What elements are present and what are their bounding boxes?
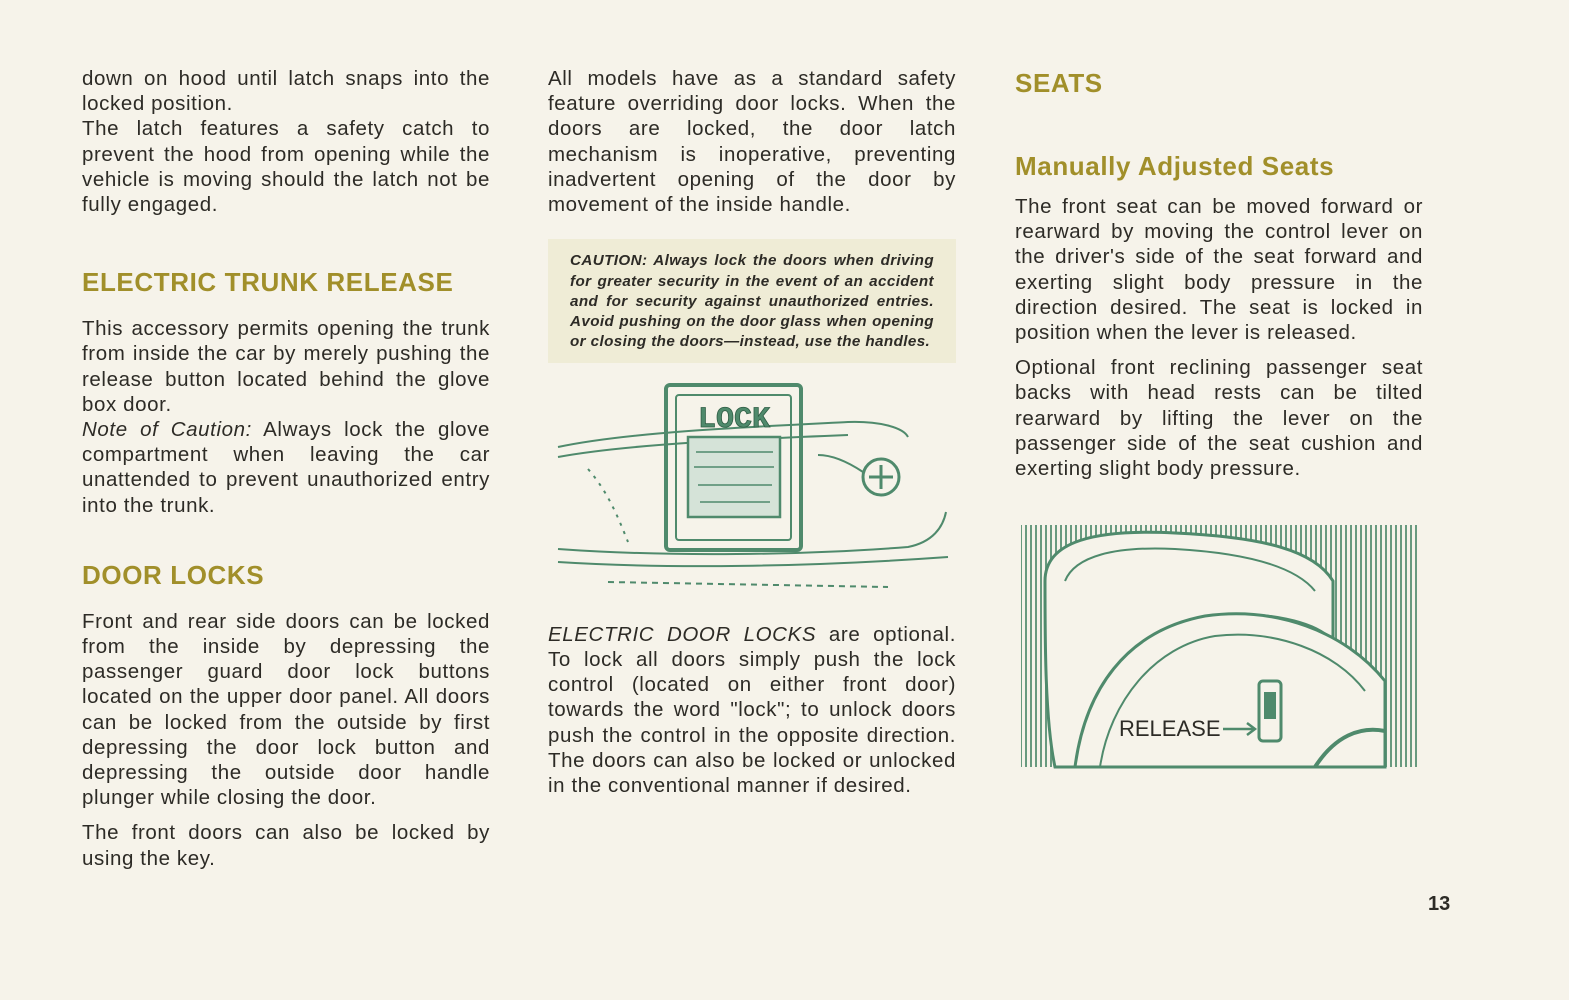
electric-door-locks-text: are optional. To lock all doors simply push the lock control (located on either front door) towards the word "lock"; to unlock doors push the control in the opposite direction. The doors can also be locked or unlocked in the conventional manner if desired.: [548, 622, 957, 797]
caution-text: Always lock the doors when driving for greater security in the event of an accident and for security against unauthorized entries. Avoid pushing on the door glass when opening or closing the doors—instead, use the handles.: [570, 252, 935, 351]
key-lock-paragraph: The front doors can also be locked by using the key.: [82, 821, 490, 870]
latch-paragraph: The latch features a safety catch to prevent the hood from opening while the vehicle is moving should the latch not be fully engaged.: [82, 117, 490, 217]
manually-adjusted-seats-heading: Manually Adjusted Seats: [1015, 151, 1335, 181]
column-1: [82, 66, 490, 871]
hood-intro-paragraph: down on hood until latch snaps into the locked position.: [82, 67, 490, 116]
lock-label: LOCK: [697, 402, 771, 437]
reclining-seats-paragraph: Optional front reclining passenger seat backs with head rests can be tilted rearward by lifting the lever on the passenger side of the seat cushion and exerting slight body pressure.: [1015, 356, 1423, 481]
caution-box: [548, 239, 956, 362]
page-number: 13: [1428, 893, 1451, 915]
trunk-release-paragraph: This accessory permits opening the trunk from inside the car by merely pushing the release button located behind the glove box door.: [82, 317, 490, 416]
column-3: [1015, 66, 1423, 781]
door-lock-illustration: [548, 377, 956, 612]
electric-trunk-release-heading: ELECTRIC TRUNK RELEASE: [82, 267, 454, 298]
manual-seats-paragraph: The front seat can be moved forward or rearward by moving the control lever on the driver's side of the seat forward and exerting slight body pressure in the direction desired. The seat is locked in position when the lever is released.: [1015, 195, 1423, 345]
door-locks-heading: DOOR LOCKS: [82, 559, 265, 590]
release-label: RELEASE: [1119, 716, 1221, 742]
note-of-caution-paragraph: [82, 417, 490, 518]
electric-door-locks-label: ELECTRIC DOOR LOCKS: [548, 622, 817, 646]
electric-door-locks-paragraph: [548, 622, 956, 798]
note-label: Note of Caution:: [82, 418, 252, 442]
door-locks-paragraph: Front and rear side doors can be locked from the inside by depressing the passenger guard door lock buttons located on the upper door panel. All doors can be locked from the outside by first depressing the door lock button and depressing the outside door handle plunger while closing the door.: [82, 609, 490, 810]
column-2: [548, 66, 956, 798]
overriding-locks-paragraph: All models have as a standard safety feature overriding door locks. When the doors are locked, the door latch mechanism is inoperative, preventing inadvertent opening of the door by movement of the inside handle.: [548, 67, 956, 217]
caution-label: CAUTION:: [570, 252, 648, 270]
note-text: Always lock the glove compartment when leaving the car unattended to prevent unauthorized entry into the trunk.: [82, 418, 490, 517]
seats-heading: SEATS: [1015, 68, 1103, 98]
seat-release-illustration: [1015, 521, 1423, 771]
